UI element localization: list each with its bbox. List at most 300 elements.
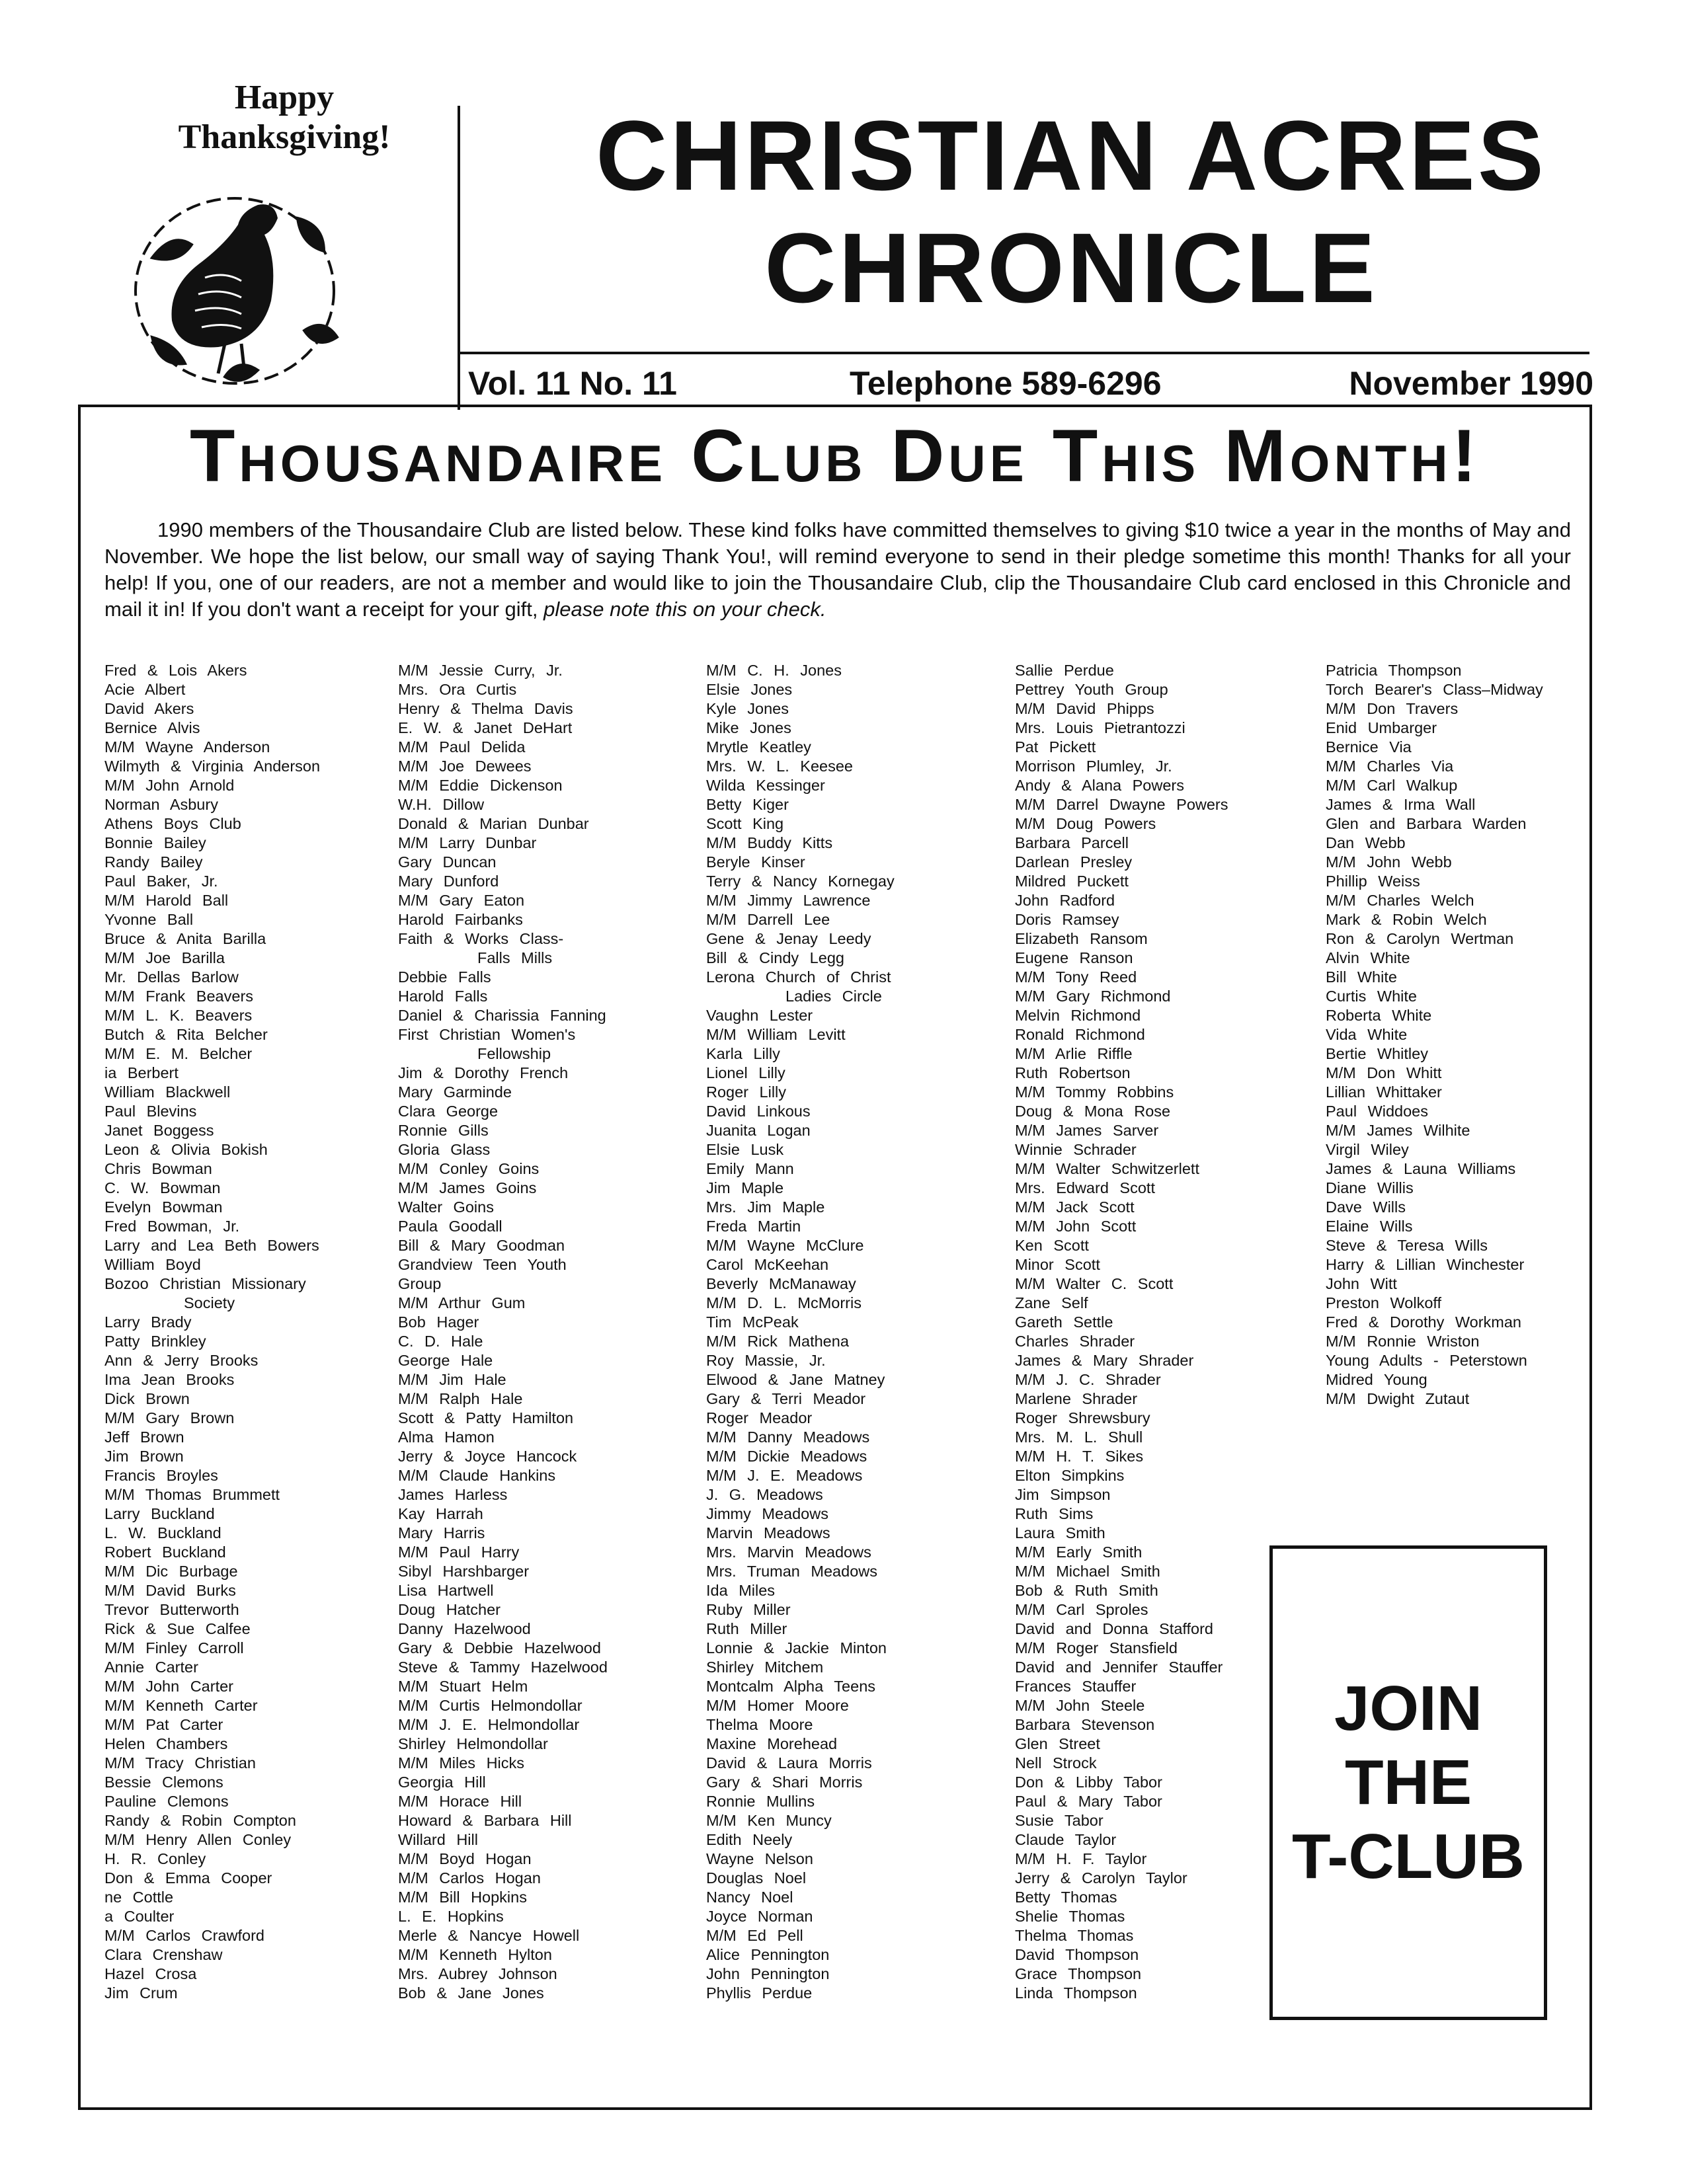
member-entry: Jim Crum xyxy=(104,1984,178,2002)
member-entry: David and Donna Stafford xyxy=(1015,1620,1213,1637)
member-column-2 xyxy=(398,661,699,2003)
member-entry: Sallie Perdue xyxy=(1015,662,1114,679)
member-entry: Mrs. Marvin Meadows xyxy=(706,1543,871,1561)
member-entry: M/M Don Whitt xyxy=(1326,1064,1442,1081)
member-entry: Roy Massie, Jr. xyxy=(706,1352,826,1369)
member-entry: Mrs. Ora Curtis xyxy=(398,681,517,698)
member-entry: Danny Hazelwood xyxy=(398,1620,531,1637)
masthead-title-line-1: CHRISTIAN ACRES xyxy=(596,100,1546,211)
member-entry: M/M Darrel Dwayne Powers xyxy=(1015,796,1228,813)
member-entry: M/M Joe Dewees xyxy=(398,758,532,775)
member-entry: M/M Kenneth Carter xyxy=(104,1697,258,1714)
member-entry: M/M Dic Burbage xyxy=(104,1563,238,1580)
member-entry: Marvin Meadows xyxy=(706,1524,830,1541)
member-entry: Georgia Hill xyxy=(398,1774,486,1791)
member-entry: M/M Ed Pell xyxy=(706,1927,803,1944)
member-entry: Patty Brinkley xyxy=(104,1333,206,1350)
member-entry: Ida Miles xyxy=(706,1582,776,1599)
article-intro xyxy=(104,517,1571,623)
member-entry: Charles Shrader xyxy=(1015,1333,1135,1350)
member-entry: M/M Paul Harry xyxy=(398,1543,520,1561)
member-entry: M/M Wayne Anderson xyxy=(104,738,270,756)
member-entry: Marlene Shrader xyxy=(1015,1390,1138,1407)
member-entry: Paul Baker, Jr. xyxy=(104,873,218,890)
greeting-line-2: Thanksgiving! xyxy=(178,118,391,156)
member-entry: M/M James Wilhite xyxy=(1326,1122,1470,1139)
member-entry: Mrs. M. L. Shull xyxy=(1015,1428,1143,1446)
member-entry: M/M Bill Hopkins xyxy=(398,1889,527,1906)
member-entry: Jeff Brown xyxy=(104,1428,184,1446)
member-entry: Dick Brown xyxy=(104,1390,190,1407)
member-entry: Beryle Kinser xyxy=(706,853,805,871)
member-entry: Gary & Debbie Hazelwood xyxy=(398,1639,601,1657)
member-entry: Jimmy Meadows xyxy=(706,1505,828,1522)
member-entry: M/M Jimmy Lawrence xyxy=(706,892,871,909)
member-entry: Mildred Puckett xyxy=(1015,873,1129,890)
member-entry: Mrytle Keatley xyxy=(706,738,811,756)
member-entry: Karla Lilly xyxy=(706,1045,780,1062)
member-entry: Ruby Miller xyxy=(706,1601,791,1618)
member-entry: Jim Brown xyxy=(104,1448,184,1465)
member-entry: Gary & Shari Morris xyxy=(706,1774,863,1791)
masthead xyxy=(463,99,1679,324)
member-entry: M/M Darrell Lee xyxy=(706,911,830,928)
member-entry: Roger Shrewsbury xyxy=(1015,1409,1150,1426)
member-entry: M/M Curtis Helmondollar xyxy=(398,1697,582,1714)
member-entry: Walter Goins xyxy=(398,1198,494,1216)
member-entry: Melvin Richmond xyxy=(1015,1007,1141,1024)
member-entry: M/M John Steele xyxy=(1015,1697,1145,1714)
member-entry: Elsie Jones xyxy=(706,681,793,698)
member-entry: M/M Arthur Gum xyxy=(398,1294,526,1311)
member-entry: Nancy Noel xyxy=(706,1889,793,1906)
member-entry: M/M Horace Hill xyxy=(398,1793,522,1810)
member-entry: Scott & Patty Hamilton xyxy=(398,1409,574,1426)
member-entry: Wilmyth & Virginia Anderson xyxy=(104,758,321,775)
member-entry: Betty Thomas xyxy=(1015,1889,1117,1906)
member-entry: Larry and Lea Beth Bowers xyxy=(104,1237,319,1254)
member-entry: M/M Wayne McClure xyxy=(706,1237,864,1254)
member-column-3 xyxy=(706,661,1007,2003)
member-entry: Alma Hamon xyxy=(398,1428,495,1446)
member-entry: Harry & Lillian Winchester xyxy=(1326,1256,1525,1273)
member-entry: Joyce Norman xyxy=(706,1908,813,1925)
member-entry: M/M Larry Dunbar xyxy=(398,834,537,851)
member-entry: M/M Charles Via xyxy=(1326,758,1454,775)
member-entry: Lonnie & Jackie Minton xyxy=(706,1639,887,1657)
member-entry: M/M Jessie Curry, Jr. xyxy=(398,662,563,679)
member-entry: Athens Boys Club xyxy=(104,815,241,832)
member-entry: Clara Crenshaw xyxy=(104,1946,223,1963)
member-entry: M/M J. E. Meadows xyxy=(706,1467,863,1484)
member-entry: James & Mary Shrader xyxy=(1015,1352,1194,1369)
member-entry: Henry & Thelma Davis xyxy=(398,700,573,717)
member-entry: First Christian Women's xyxy=(398,1026,576,1043)
member-entry: M/M William Levitt xyxy=(706,1026,846,1043)
member-entry: Minor Scott xyxy=(1015,1256,1100,1273)
member-entry: Nell Strock xyxy=(1015,1754,1097,1772)
member-entry: Shelie Thomas xyxy=(1015,1908,1125,1925)
member-entry: Gary & Terri Meador xyxy=(706,1390,866,1407)
article-headline: Thousandaire Club Due This Month! xyxy=(189,414,1480,497)
join-line-2: THE xyxy=(1345,1747,1472,1818)
member-entry: Curtis White xyxy=(1326,988,1417,1005)
member-entry: M/M James Goins xyxy=(398,1179,537,1196)
member-entry: Enid Umbarger xyxy=(1326,719,1437,736)
member-entry: Freda Martin xyxy=(706,1218,801,1235)
member-entry: a Coulter xyxy=(104,1908,175,1925)
member-entry: Elton Simpkins xyxy=(1015,1467,1125,1484)
member-entry: Bob & Ruth Smith xyxy=(1015,1582,1158,1599)
member-entry: Evelyn Bowman xyxy=(104,1198,223,1216)
member-entry: Juanita Logan xyxy=(706,1122,811,1139)
member-entry: Ron & Carolyn Wertman xyxy=(1326,930,1514,947)
member-entry: Rick & Sue Calfee xyxy=(104,1620,251,1637)
member-entry: M/M Gary Eaton xyxy=(398,892,525,909)
member-entry: Bonnie Bailey xyxy=(104,834,206,851)
member-entry: Elizabeth Ransom xyxy=(1015,930,1148,947)
member-entry: Debbie Falls xyxy=(398,968,491,986)
member-entry: Ronnie Gills xyxy=(398,1122,489,1139)
member-entry: Beverly McManaway xyxy=(706,1275,856,1292)
member-entry: Doug & Mona Rose xyxy=(1015,1103,1171,1120)
member-entry: Ronald Richmond xyxy=(1015,1026,1145,1043)
member-entry: Doris Ramsey xyxy=(1015,911,1119,928)
member-entry: M/M Walter C. Scott xyxy=(1015,1275,1174,1292)
volume-number: Vol. 11 No. 11 xyxy=(468,365,677,402)
member-entry: M/M Kenneth Hylton xyxy=(398,1946,552,1963)
member-entry: M/M John Scott xyxy=(1015,1218,1137,1235)
member-column-1 xyxy=(104,661,405,2003)
member-entry: M/M Jim Hale xyxy=(398,1371,506,1388)
greeting xyxy=(132,78,436,157)
member-entry: M/M Claude Hankins xyxy=(398,1467,556,1484)
member-entry: Don & Libby Tabor xyxy=(1015,1774,1162,1791)
member-entry: Thelma Thomas xyxy=(1015,1927,1134,1944)
member-entry: M/M Finley Carroll xyxy=(104,1639,244,1657)
member-entry: M/M Walter Schwitzerlett xyxy=(1015,1160,1199,1177)
member-entry: Preston Wolkoff xyxy=(1326,1294,1442,1311)
member-entry: M/M Doug Powers xyxy=(1015,815,1156,832)
member-entry: Diane Willis xyxy=(1326,1179,1414,1196)
join-line-3: T-CLUB xyxy=(1292,1821,1525,1892)
member-entry: Bruce & Anita Barilla xyxy=(104,930,266,947)
join-t-club-box xyxy=(1269,1545,1547,2020)
member-entry: Paula Goodall xyxy=(398,1218,502,1235)
member-entry: Mrs. Aubrey Johnson xyxy=(398,1965,557,1982)
member-entry: Helen Chambers xyxy=(104,1735,228,1752)
member-entry: M/M Joe Barilla xyxy=(104,949,225,966)
member-entry: Annie Carter xyxy=(104,1658,198,1676)
member-entry: Phillip Weiss xyxy=(1326,873,1420,890)
member-entry: M/M J. E. Helmondollar xyxy=(398,1716,580,1733)
member-entry: Ruth Miller xyxy=(706,1620,787,1637)
member-entry: M/M Tony Reed xyxy=(1015,968,1137,986)
member-entry: Paul Blevins xyxy=(104,1103,197,1120)
member-entry: Fred & Dorothy Workman xyxy=(1326,1313,1521,1331)
member-entry: Wayne Nelson xyxy=(706,1850,813,1867)
member-entry: Roberta White xyxy=(1326,1007,1432,1024)
member-entry: George Hale xyxy=(398,1352,493,1369)
member-entry: Hazel Crosa xyxy=(104,1965,197,1982)
member-entry: Trevor Butterworth xyxy=(104,1601,239,1618)
member-entry: Chris Bowman xyxy=(104,1160,212,1177)
member-entry: Pettrey Youth Group xyxy=(1015,681,1168,698)
member-entry: Jim Simpson xyxy=(1015,1486,1111,1503)
member-entry: Gloria Glass xyxy=(398,1141,491,1158)
member-entry: M/M Michael Smith xyxy=(1015,1563,1160,1580)
member-entry: David Linkous xyxy=(706,1103,811,1120)
member-entry: Emily Mann xyxy=(706,1160,794,1177)
member-entry: Randy & Robin Compton xyxy=(104,1812,296,1829)
member-entry: Elwood & Jane Matney xyxy=(706,1371,885,1388)
member-entry: Mrs. Louis Pietrantozzi xyxy=(1015,719,1185,736)
member-entry: M/M Jack Scott xyxy=(1015,1198,1135,1216)
member-entry: Phyllis Perdue xyxy=(706,1984,813,2002)
member-entry: Janet Boggess xyxy=(104,1122,214,1139)
member-entry: Grandview Teen Youth xyxy=(398,1256,567,1273)
member-entry: M/M James Sarver xyxy=(1015,1122,1159,1139)
member-entry: Butch & Rita Belcher xyxy=(104,1026,268,1043)
member-entry: M/M Carl Sproles xyxy=(1015,1601,1148,1618)
member-entry: Edith Neely xyxy=(706,1831,793,1848)
member-entry: Vida White xyxy=(1326,1026,1408,1043)
member-entry: Elaine Wills xyxy=(1326,1218,1413,1235)
member-entry: W.H. Dillow xyxy=(398,796,485,813)
member-entry: Gareth Settle xyxy=(1015,1313,1113,1331)
member-entry: Lisa Hartwell xyxy=(398,1582,494,1599)
member-entry: Merle & Nancye Howell xyxy=(398,1927,580,1944)
issue-info-bar xyxy=(463,364,1593,403)
member-entry: M/M Pat Carter xyxy=(104,1716,223,1733)
member-entry: Jim Maple xyxy=(706,1179,784,1196)
member-entry: Roger Meador xyxy=(706,1409,813,1426)
member-entry: M/M Harold Ball xyxy=(104,892,229,909)
member-entry: Jerry & Joyce Hancock xyxy=(398,1448,577,1465)
member-entry: Lionel Lilly xyxy=(706,1064,785,1081)
member-entry: Elsie Lusk xyxy=(706,1141,784,1158)
member-entry: Midred Young xyxy=(1326,1371,1427,1388)
masthead-divider xyxy=(458,106,460,410)
member-entry: James & Launa Williams xyxy=(1326,1160,1516,1177)
member-entry: Pat Pickett xyxy=(1015,738,1096,756)
member-entry: Thelma Moore xyxy=(706,1716,813,1733)
member-entry: M/M Frank Beavers xyxy=(104,988,254,1005)
member-entry: M/M Early Smith xyxy=(1015,1543,1143,1561)
member-entry: Harold Falls xyxy=(398,988,488,1005)
member-entry: M/M Eddie Dickenson xyxy=(398,777,563,794)
member-entry: Bob Hager xyxy=(398,1313,479,1331)
member-entry: M/M D. L. McMorris xyxy=(706,1294,862,1311)
member-entry: M/M Paul Delida xyxy=(398,738,526,756)
member-entry: M/M Ken Muncy xyxy=(706,1812,832,1829)
member-entry: Mrs. W. L. Keesee xyxy=(706,758,853,775)
member-entry: M/M H. F. Taylor xyxy=(1015,1850,1147,1867)
member-entry: Clara George xyxy=(398,1103,499,1120)
member-entry: M/M John Arnold xyxy=(104,777,235,794)
member-entry: Kay Harrah xyxy=(398,1505,483,1522)
member-entry: Leon & Olivia Bokish xyxy=(104,1141,268,1158)
member-entry: M/M David Burks xyxy=(104,1582,236,1599)
member-entry: Paul Widdoes xyxy=(1326,1103,1428,1120)
member-entry: Bessie Clemons xyxy=(104,1774,223,1791)
member-entry: M/M Dwight Zutaut xyxy=(1326,1390,1470,1407)
member-entry: Mrs. Edward Scott xyxy=(1015,1179,1155,1196)
member-entry: Jerry & Carolyn Taylor xyxy=(1015,1869,1187,1887)
member-entry: Morrison Plumley, Jr. xyxy=(1015,758,1172,775)
member-entry: Susie Tabor xyxy=(1015,1812,1104,1829)
member-entry: ne Cottle xyxy=(104,1889,174,1906)
member-entry: Eugene Ranson xyxy=(1015,949,1133,966)
member-entry: M/M Tommy Robbins xyxy=(1015,1083,1174,1101)
member-entry: Bernice Via xyxy=(1326,738,1412,756)
member-entry: Yvonne Ball xyxy=(104,911,194,928)
member-entry: Ann & Jerry Brooks xyxy=(104,1352,259,1369)
member-entry: Mary Garminde xyxy=(398,1083,512,1101)
member-entry: Terry & Nancy Kornegay xyxy=(706,873,895,890)
member-entry: Patricia Thompson xyxy=(1326,662,1462,679)
member-entry: Gary Duncan xyxy=(398,853,497,871)
member-entry: M/M Charles Welch xyxy=(1326,892,1474,909)
member-entry: M/M Stuart Helm xyxy=(398,1678,528,1695)
member-entry: Mrs. Truman Meadows xyxy=(706,1563,877,1580)
member-entry: Bozoo Christian Missionary xyxy=(104,1275,306,1292)
member-entry: Fred & Lois Akers xyxy=(104,662,247,679)
member-entry: Sibyl Harshbarger xyxy=(398,1563,530,1580)
member-entry: Ruth Sims xyxy=(1015,1505,1094,1522)
member-entry: C. D. Hale xyxy=(398,1333,483,1350)
member-entry: Shirley Helmondollar xyxy=(398,1735,548,1752)
member-entry: M/M Ralph Hale xyxy=(398,1390,523,1407)
member-entry: M/M Thomas Brummett xyxy=(104,1486,280,1503)
issue-date: November 1990 xyxy=(1349,365,1593,402)
member-entry: Alvin White xyxy=(1326,949,1410,966)
member-entry: Donald & Marian Dunbar xyxy=(398,815,589,832)
member-entry: M/M Conley Goins xyxy=(398,1160,540,1177)
member-entry: Paul & Mary Tabor xyxy=(1015,1793,1162,1810)
member-entry: M/M Tracy Christian xyxy=(104,1754,256,1772)
member-entry: Grace Thompson xyxy=(1015,1965,1142,1982)
member-entry: Glen Street xyxy=(1015,1735,1100,1752)
member-entry: Larry Buckland xyxy=(104,1505,215,1522)
intro-italic-note: please note this on your check. xyxy=(543,598,826,621)
member-entry: David Thompson xyxy=(1015,1946,1139,1963)
member-entry: M/M John Carter xyxy=(104,1678,233,1695)
member-entry: Bob & Jane Jones xyxy=(398,1984,544,2002)
member-entry: Norman Asbury xyxy=(104,796,218,813)
member-entry: Glen and Barbara Warden xyxy=(1326,815,1527,832)
member-entry: Ladies Circle xyxy=(785,988,882,1005)
member-entry: M/M C. H. Jones xyxy=(706,662,842,679)
member-entry: ia Berbert xyxy=(104,1064,179,1081)
member-entry: Carol McKeehan xyxy=(706,1256,829,1273)
member-entry: J. G. Meadows xyxy=(706,1486,823,1503)
member-entry: Wilda Kessinger xyxy=(706,777,825,794)
member-entry: Larry Brady xyxy=(104,1313,192,1331)
member-entry: M/M Gary Brown xyxy=(104,1409,235,1426)
member-entry: Linda Thompson xyxy=(1015,1984,1137,2002)
member-entry: Howard & Barbara Hill xyxy=(398,1812,572,1829)
member-entry: Vaughn Lester xyxy=(706,1007,813,1024)
member-entry: Mary Harris xyxy=(398,1524,485,1541)
member-entry: M/M J. C. Shrader xyxy=(1015,1371,1161,1388)
member-entry: M/M Rick Mathena xyxy=(706,1333,849,1350)
member-entry: Bill White xyxy=(1326,968,1397,986)
member-entry: H. R. Conley xyxy=(104,1850,206,1867)
member-entry: M/M John Webb xyxy=(1326,853,1452,871)
member-entry: Maxine Morehead xyxy=(706,1735,838,1752)
member-entry: Darlean Presley xyxy=(1015,853,1133,871)
member-entry: Scott King xyxy=(706,815,784,832)
member-entry: Group xyxy=(398,1275,442,1292)
member-entry: Society xyxy=(184,1294,235,1311)
member-entry: Dave Wills xyxy=(1326,1198,1406,1216)
member-entry: Harold Fairbanks xyxy=(398,911,523,928)
member-entry: L. E. Hopkins xyxy=(398,1908,504,1925)
member-entry: Bill & Cindy Legg xyxy=(706,949,844,966)
member-entry: Mark & Robin Welch xyxy=(1326,911,1487,928)
member-entry: Ken Scott xyxy=(1015,1237,1089,1254)
member-entry: Bernice Alvis xyxy=(104,719,200,736)
member-entry: Dan Webb xyxy=(1326,834,1406,851)
member-entry: Bertie Whitley xyxy=(1326,1045,1428,1062)
member-column-5 xyxy=(1326,661,1587,1409)
member-entry: Faith & Works Class- xyxy=(398,930,564,947)
member-entry: Fellowship xyxy=(477,1045,551,1062)
member-entry: Mr. Dellas Barlow xyxy=(104,968,239,986)
member-entry: M/M Carlos Hogan xyxy=(398,1869,541,1887)
member-entry: M/M Dickie Meadows xyxy=(706,1448,867,1465)
masthead-title-line-2: CHRONICLE xyxy=(764,212,1378,323)
member-entry: Francis Broyles xyxy=(104,1467,218,1484)
member-entry: Mary Dunford xyxy=(398,873,499,890)
member-entry: C. W. Bowman xyxy=(104,1179,221,1196)
member-entry: Gene & Jenay Leedy xyxy=(706,930,871,947)
member-entry: M/M Ronnie Wriston xyxy=(1326,1333,1480,1350)
member-entry: M/M Carl Walkup xyxy=(1326,777,1458,794)
member-entry: Montcalm Alpha Teens xyxy=(706,1678,876,1695)
member-entry: Claude Taylor xyxy=(1015,1831,1117,1848)
member-entry: James Harless xyxy=(398,1486,508,1503)
member-entry: M/M Roger Stansfield xyxy=(1015,1639,1178,1657)
intro-text: 1990 members of the Thousandaire Club are listed below. These kind folks have committed themselves to giving $10 twice a year in the months of May and November. We hope the list below, our small way of saying Thank You!, will remind everyone to send in their pledge sometime this month! Thanks for all your help! If you, one of our readers, are not a member and would like to join the Thousandaire Club, clip the Thousandaire Club card enclosed in this Chronicle and mail it in! If you don't want a receipt for your gift, xyxy=(104,518,1571,621)
member-entry: Mike Jones xyxy=(706,719,791,736)
member-entry: Roger Lilly xyxy=(706,1083,787,1101)
member-entry: William Blackwell xyxy=(104,1083,231,1101)
member-entry: John Witt xyxy=(1326,1275,1397,1292)
member-entry: Alice Pennington xyxy=(706,1946,830,1963)
member-entry: Randy Bailey xyxy=(104,853,203,871)
join-line-1: JOIN xyxy=(1334,1673,1483,1744)
member-entry: M/M L. K. Beavers xyxy=(104,1007,253,1024)
member-entry: M/M Henry Allen Conley xyxy=(104,1831,292,1848)
member-entry: Barbara Parcell xyxy=(1015,834,1129,851)
masthead-rule xyxy=(459,352,1589,354)
member-entry: M/M Arlie Riffle xyxy=(1015,1045,1133,1062)
member-entry: Zane Self xyxy=(1015,1294,1088,1311)
member-entry: Andy & Alana Powers xyxy=(1015,777,1184,794)
member-entry: M/M David Phipps xyxy=(1015,700,1154,717)
member-entry: Laura Smith xyxy=(1015,1524,1105,1541)
member-entry: Kyle Jones xyxy=(706,700,789,717)
member-entry: Winnie Schrader xyxy=(1015,1141,1137,1158)
member-entry: William Boyd xyxy=(104,1256,201,1273)
member-entry: Falls Mills xyxy=(477,949,553,966)
member-entry: Lerona Church of Christ xyxy=(706,968,891,986)
member-entry: M/M Carlos Crawford xyxy=(104,1927,264,1944)
member-entry: David and Jennifer Stauffer xyxy=(1015,1658,1223,1676)
member-entry: M/M Danny Meadows xyxy=(706,1428,870,1446)
